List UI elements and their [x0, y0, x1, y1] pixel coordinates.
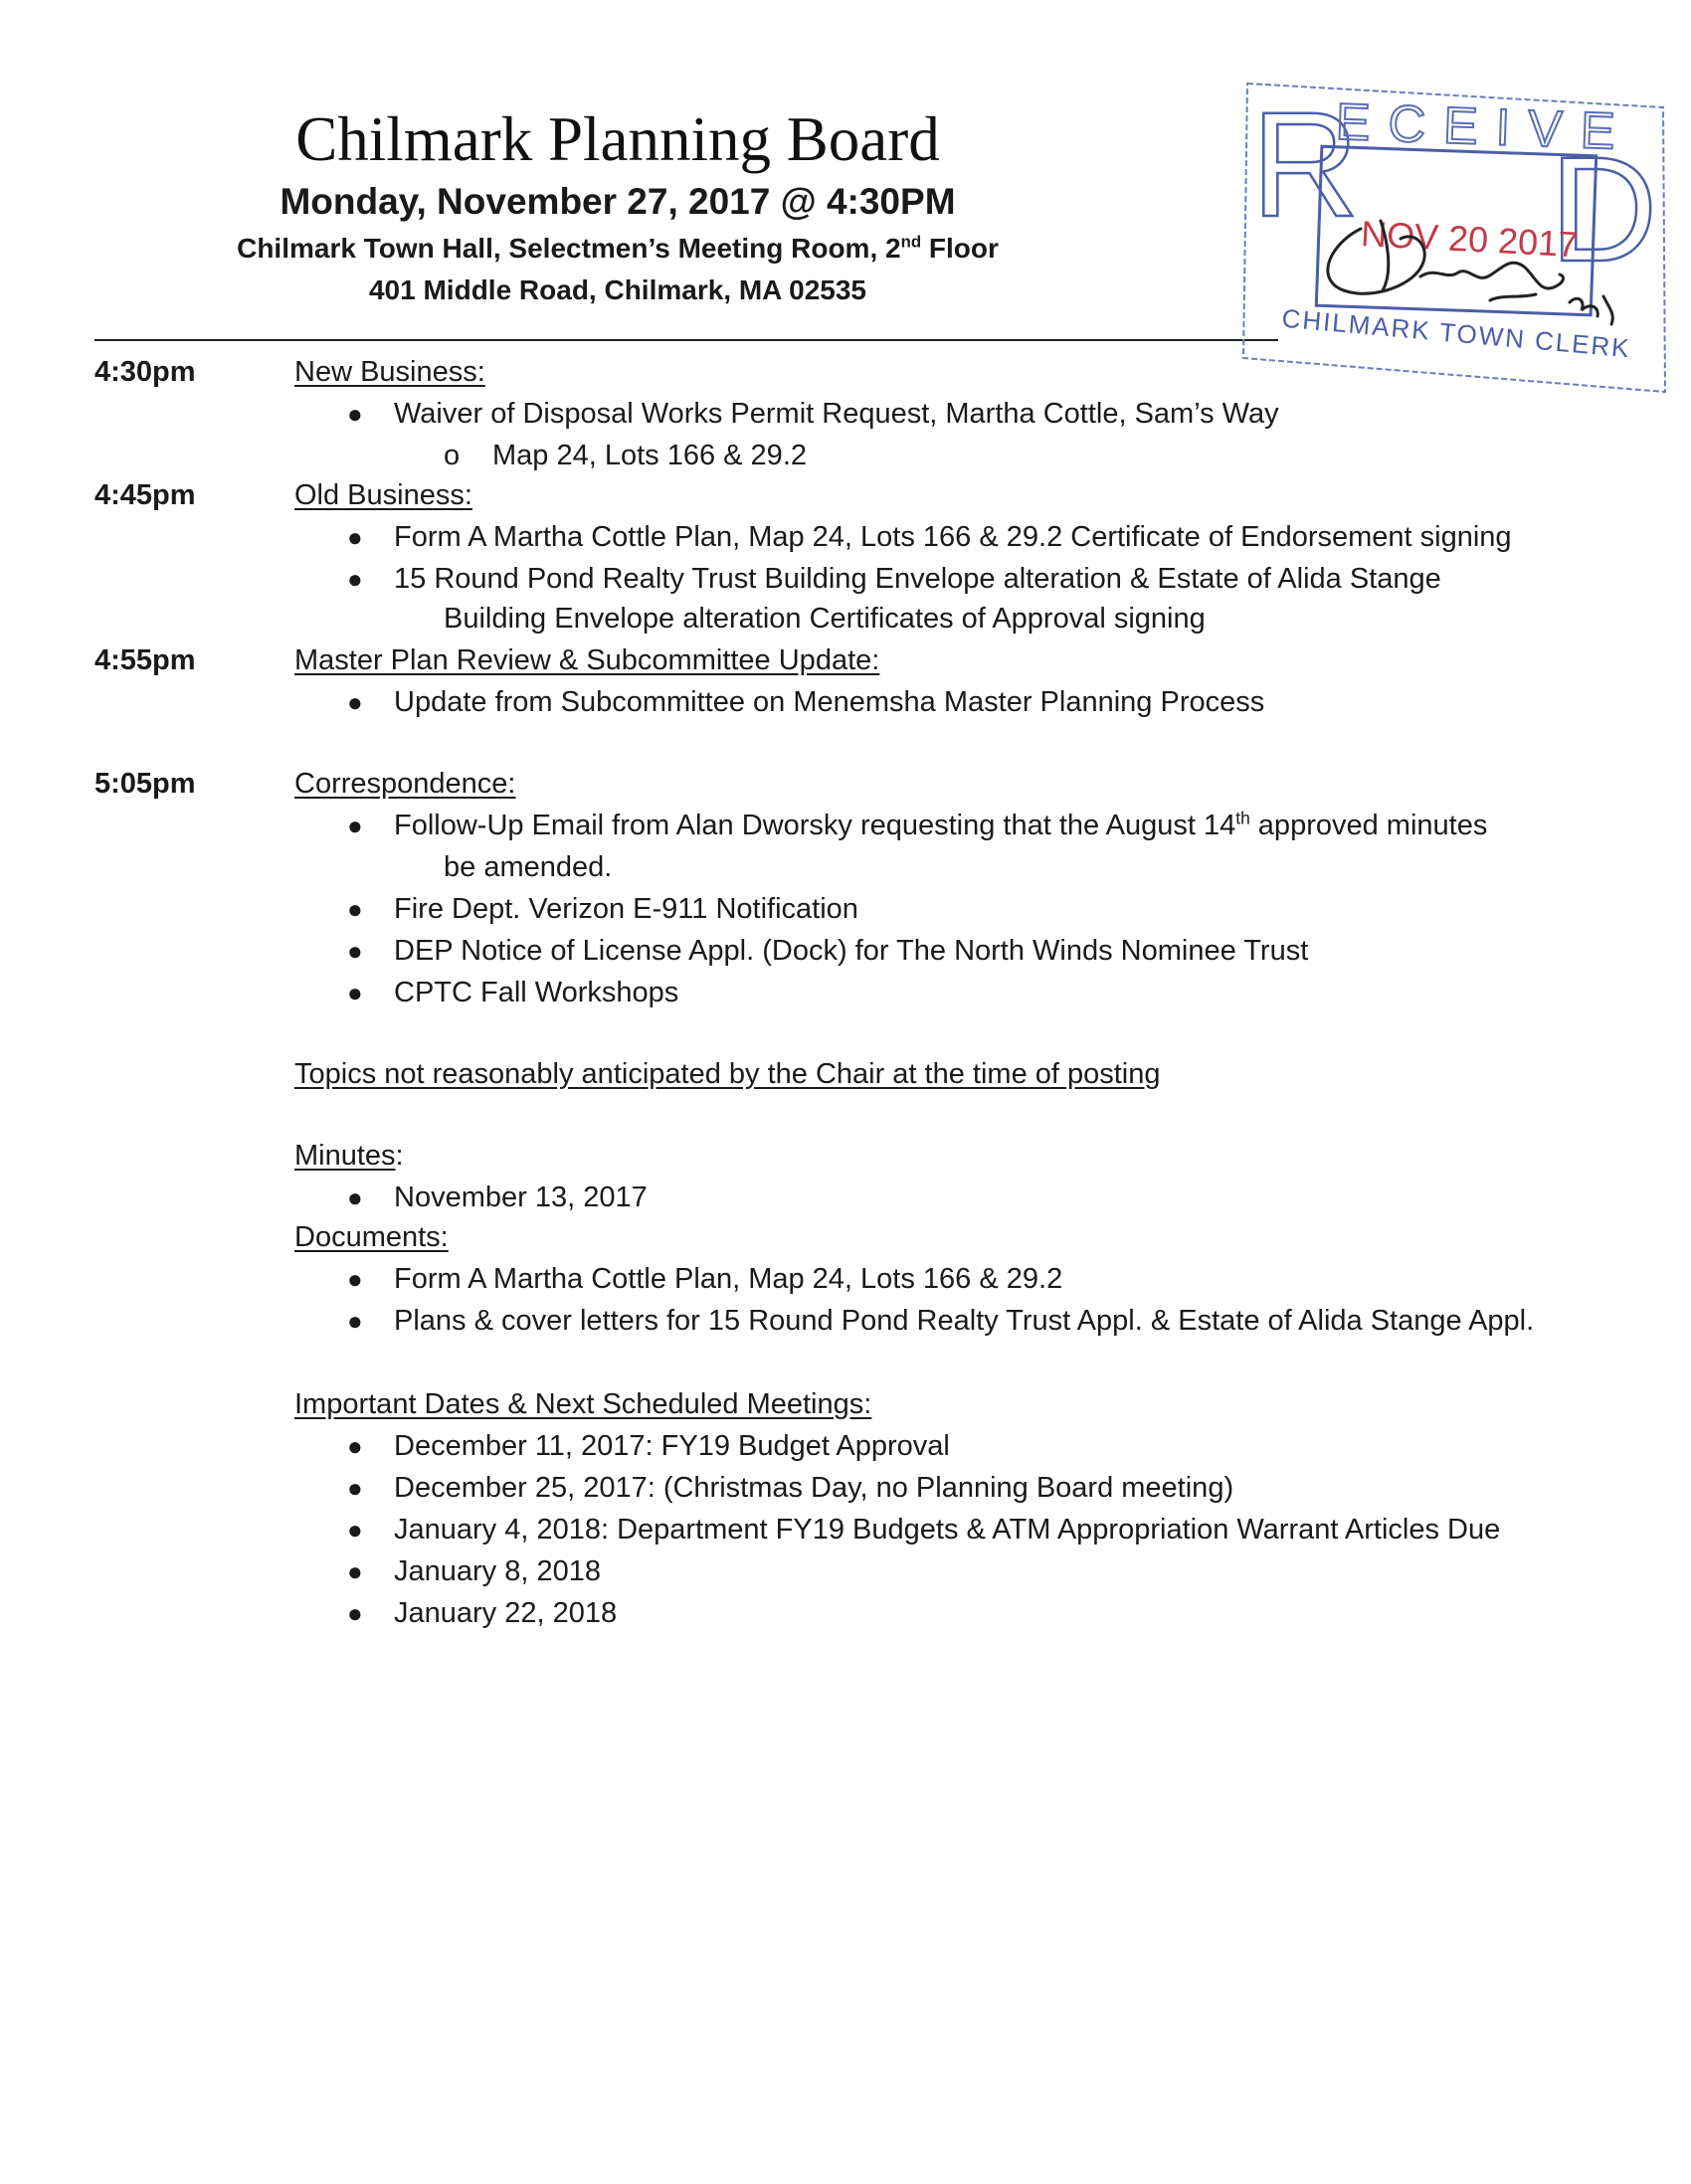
section-correspondence: Correspondence:: [294, 768, 516, 800]
meeting-location: Chilmark Town Hall, Selectmen’s Meeting Room, 2nd Floor: [237, 232, 999, 264]
bullet: ●: [347, 687, 363, 717]
bullet: ●: [347, 399, 363, 429]
sub-bullet: o: [444, 440, 461, 471]
list-item: December 25, 2017: (Christmas Day, no Planning Board meeting): [394, 1472, 1234, 1504]
list-item: Form A Martha Cottle Plan, Map 24, Lots 166 & 29.2 Certificate of Endorsement signing: [394, 521, 1512, 553]
list-item: January 22, 2018: [394, 1597, 618, 1629]
list-item: 15 Round Pond Realty Trust Building Envelope alteration & Estate of Alida Stange: [394, 563, 1441, 595]
bullet: ●: [347, 1264, 363, 1294]
meeting-address: 401 Middle Road, Chilmark, MA 02535: [368, 274, 867, 305]
list-item: December 11, 2017: FY19 Budget Approval: [394, 1430, 950, 1462]
received-stamp-graphic: [1241, 82, 1669, 392]
time-505: 5:05pm: [94, 768, 196, 800]
list-item: Waiver of Disposal Works Permit Request, Martha Cottle, Sam’s Way: [394, 398, 1279, 430]
bullet: ●: [347, 894, 363, 924]
received-stamp: [1241, 82, 1669, 392]
section-important-dates: Important Dates & Next Scheduled Meetings:: [294, 1388, 872, 1420]
list-item-continuation: be amended.: [444, 851, 613, 883]
list-item: Form A Martha Cottle Plan, Map 24, Lots 166 & 29.2: [394, 1263, 1063, 1295]
section-old-business: Old Business:: [294, 479, 472, 511]
stamp-letter-d: D: [1550, 125, 1658, 292]
stamp-letters: ECEIVE: [1334, 92, 1634, 162]
list-item: Plans & cover letters for 15 Round Pond Realty Trust Appl. & Estate of Alida Stange Appl.: [394, 1305, 1535, 1337]
bullet: ●: [347, 1598, 363, 1628]
section-documents: Documents:: [294, 1221, 449, 1253]
bullet: ●: [347, 978, 363, 1007]
section-new-business: New Business:: [294, 356, 485, 388]
document-title: Chilmark Planning Board: [295, 104, 940, 174]
list-item: Fire Dept. Verizon E-911 Notification: [394, 893, 858, 925]
list-item: DEP Notice of License Appl. (Dock) for The North Winds Nominee Trust: [394, 935, 1309, 967]
bullet: ●: [347, 522, 363, 552]
time-455: 4:55pm: [94, 644, 196, 676]
bullet: ●: [347, 936, 363, 966]
list-item: January 8, 2018: [394, 1555, 601, 1587]
section-master-plan: Master Plan Review & Subcommittee Update:: [294, 644, 880, 676]
list-item: Update from Subcommittee on Menemsha Master Planning Process: [394, 686, 1265, 718]
section-minutes: Minutes:: [294, 1140, 404, 1172]
list-item: Follow-Up Email from Alan Dworsky requesting that the August 14th approved minutes: [394, 808, 1488, 841]
stamp-letter-r: R: [1251, 81, 1360, 248]
list-item: CPTC Fall Workshops: [394, 977, 679, 1008]
bullet: ●: [347, 1183, 363, 1212]
topics-not-anticipated: Topics not reasonably anticipated by the Chair at the time of posting: [294, 1058, 1161, 1090]
bullet: ●: [347, 1473, 363, 1503]
time-445: 4:45pm: [94, 479, 196, 511]
bullet: ●: [347, 1556, 363, 1586]
stamp-clerk: CHILMARK TOWN CLERK: [1280, 302, 1632, 364]
meeting-date: Monday, November 27, 2017 @ 4:30PM: [280, 181, 956, 222]
header-divider: [94, 339, 1278, 341]
bullet: ●: [347, 564, 363, 594]
stamp-date: NOV 20 2017: [1360, 213, 1580, 266]
bullet: ●: [347, 811, 363, 840]
list-item: January 4, 2018: Department FY19 Budgets & ATM Appropriation Warrant Articles Due: [394, 1514, 1501, 1546]
bullet: ●: [347, 1306, 363, 1336]
time-430: 4:30pm: [94, 356, 196, 388]
list-item: November 13, 2017: [394, 1182, 648, 1213]
list-item-continuation: Building Envelope alteration Certificates of Approval signing: [444, 603, 1206, 635]
bullet: ●: [347, 1515, 363, 1545]
bullet: ●: [347, 1431, 363, 1461]
list-subitem: Map 24, Lots 166 & 29.2: [492, 440, 807, 471]
